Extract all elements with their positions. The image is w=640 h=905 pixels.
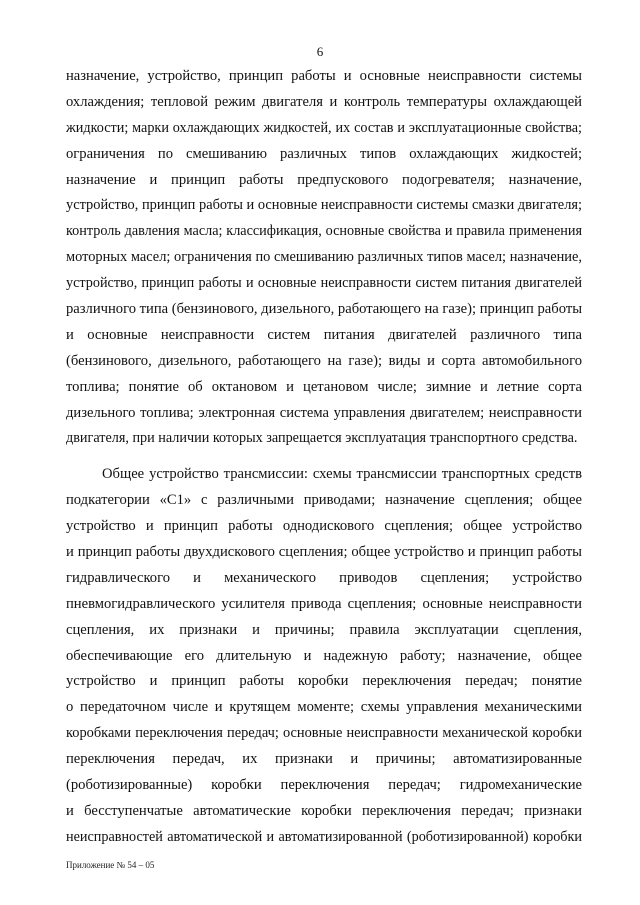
text-line: переключения передач, их признаки и причины; автоматизированные [66,751,582,768]
text-line: назначение, устройство, принцип работы и основные неисправности системы [66,68,582,84]
text-line: и бесступенчатые автоматические коробки переключения передач; признаки [66,802,582,819]
text-line: о передаточном числе и крутящем моменте; схемы управления механическими [66,699,582,716]
text-line: охлаждения; тепловой режим двигателя и контроль температуры охлаждающей [66,93,582,110]
paragraph-gap [66,452,582,462]
body-text [66,64,582,851]
text-line: сцепления, их признаки и причины; правила эксплуатации сцепления, [66,621,582,638]
paragraph-1 [66,64,582,452]
text-line: различного типа (бензинового, дизельного, работающего на газе); принцип работы [66,301,582,318]
text-line: Общее устройство трансмиссии: схемы трансмиссии транспортных средств [102,466,582,483]
text-line: ограничения по смешиванию различных типов охлаждающих жидкостей; [66,145,582,162]
text-line: устройство, принцип работы и основные неисправности системы смазки двигателя; [66,197,582,214]
text-line: подкатегории «C1» с различными приводами; назначение сцепления; общее [66,492,582,509]
text-line: жидкости; марки охлаждающих жидкостей, их состав и эксплуатационные свойства; [66,119,582,136]
paragraph-2 [66,462,582,850]
text-line: назначение и принцип работы предпускового подогревателя; назначение, [66,171,582,188]
text-line: (бензинового, дизельного, работающего на газе); виды и сорта автомобильного [66,352,582,369]
text-line: дизельного топлива; электронная система управления двигателем; неисправности [66,404,582,421]
text-line: устройство, принцип работы и основные неисправности систем питания двигателей [66,275,582,292]
text-line: устройство и принцип работы однодискового сцепления; общее устройство [66,518,582,535]
text-line: неисправностей автоматической и автоматизированной (роботизированной) коробки [66,828,582,845]
text-line: и основные неисправности систем питания двигателей различного типа [66,326,582,343]
text-line: моторных масел; ограничения по смешиванию различных типов масел; назначение, [66,249,582,266]
text-line: устройство и принцип работы коробки переключения передач; понятие [66,673,582,690]
text-line: коробками переключения передач; основные неисправности механической коробки [66,725,582,742]
page-number: 6 [316,44,324,59]
text-line: двигателя, при наличии которых запрещается эксплуатация транспортного средства. [66,430,578,447]
text-line: пневмогидравлического усилителя привода сцепления; основные неисправности [66,595,582,612]
text-line: и принцип работы двухдискового сцепления; общее устройство и принцип работы [66,544,582,561]
text-line: гидравлического и механического приводов сцепления; устройство [66,569,582,586]
footer-note: Приложение № 54 – 05 [66,860,155,870]
text-line: топлива; понятие об октановом и цетановом числе; зимние и летние сорта [66,378,582,395]
text-line: (роботизированные) коробки переключения передач; гидромеханические [66,777,582,794]
text-line: обеспечивающие его длительную и надежную работу; назначение, общее [66,647,582,664]
text-line: контроль давления масла; классификация, основные свойства и правила применения [66,223,582,240]
